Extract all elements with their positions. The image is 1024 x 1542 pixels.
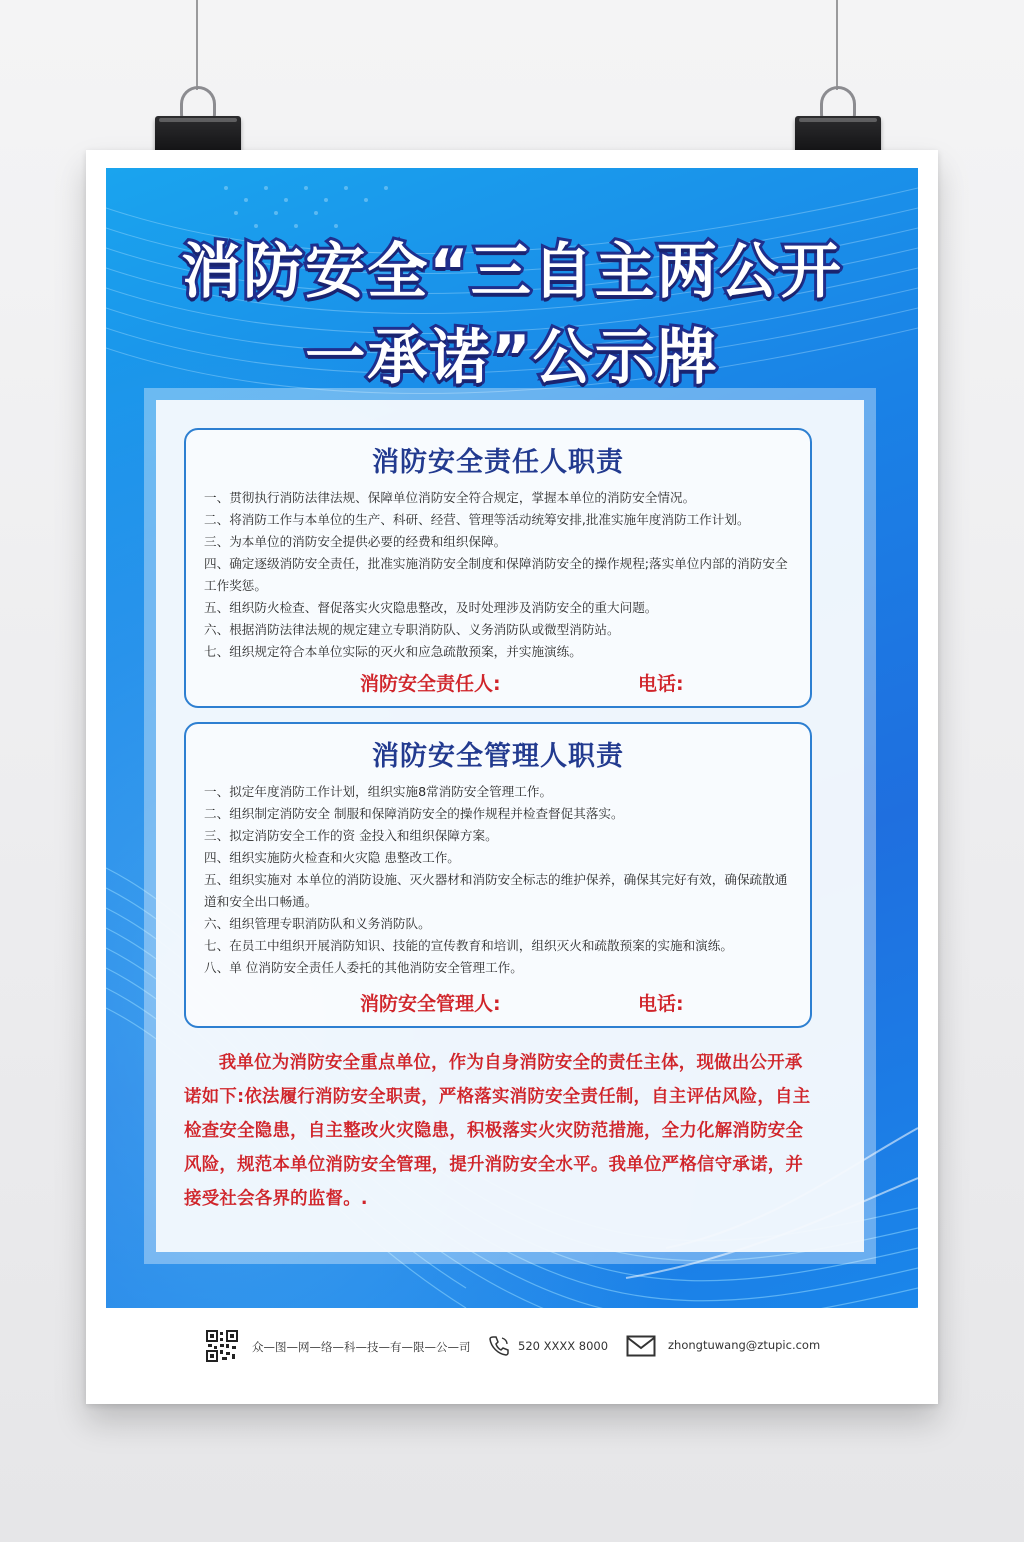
qr-code-icon: [206, 1330, 238, 1362]
list-item: 六、组织管理专职消防队和义务消防队。: [204, 916, 431, 931]
list-item: 二、组织制定消防安全 制服和保障消防安全的操作规程并检查督促其落实。: [204, 806, 624, 821]
list-item: 二、将消防工作与本单位的生产、科研、经营、管理等活动统筹安排,批准实施年度消防工作计划。: [204, 512, 750, 527]
company-name: 众—图—网—络—科—技—有—限—公—司: [252, 1340, 471, 1354]
list-item: 五、组织防火检查、督促落实火灾隐患整改，及时处理涉及消防安全的重大问题。: [204, 600, 658, 615]
responsibility-box-manager: [184, 722, 812, 1028]
person-label: 消防安全管理人:: [360, 993, 501, 1015]
poster-background: [106, 168, 918, 1308]
mail-icon: [626, 1335, 656, 1357]
phone-label: 电话:: [638, 993, 684, 1015]
content-panel: [156, 400, 864, 1252]
responsibility-box-person-in-charge: [184, 428, 812, 708]
person-label: 消防安全责任人:: [360, 673, 501, 695]
list-item: 八、单 位消防安全责任人委托的其他消防安全管理工作。: [204, 960, 523, 975]
list-item: 三、为本单位的消防安全提供必要的经费和组织保障。: [204, 534, 507, 549]
poster-title-line1: 消防安全“三自主两公开: [181, 237, 843, 307]
poster-footer: [106, 1308, 918, 1386]
duty-list: [204, 781, 792, 979]
hanging-string-left: [196, 0, 198, 90]
phone-number: 520 XXXX 8000: [518, 1339, 609, 1353]
phone-icon: [488, 1335, 510, 1357]
email-address: zhongtuwang@ztupic.com: [668, 1338, 821, 1352]
list-item: 四、组织实施防火检查和火灾隐 患整改工作。: [204, 850, 460, 865]
list-item: 六、根据消防法律法规的规定建立专职消防队、义务消防队或微型消防站。: [204, 622, 620, 637]
hanging-string-right: [836, 0, 838, 90]
poster-paper: [86, 150, 938, 1404]
list-item: 一、贯彻执行消防法律法规、保障单位消防安全符合规定，掌握本单位的消防安全情况。: [204, 490, 696, 505]
list-item: 三、拟定消防安全工作的资 金投入和组织保障方案。: [204, 828, 498, 843]
list-item: 七、在员工中组织开展消防知识、技能的宣传教育和培训，组织灭火和疏散预案的实施和演练。: [204, 938, 733, 953]
list-item: 七、组织规定符合本单位实际的灭火和应急疏散预案，并实施演练。: [204, 644, 582, 659]
list-item: 一、拟定年度消防工作计划，组织实施8常消防安全管理工作。: [204, 784, 553, 799]
section-heading: 消防安全责任人职责: [372, 447, 624, 478]
duty-list: [204, 487, 792, 663]
public-pledge-text: 我单位为消防安全重点单位，作为自身消防安全的责任主体，现做出公开承诺如下:依法履行消防安全职责，严格落实消防安全责任制，自主评估风险，自主检查安全隐患，自主整改火灾隐患，积极落实火灾防范措施，全力化解消防安全风险，规范本单位消防安全管理，提升消防安全水平。我单位严格信守承诺，并接受社会各界的监督。.: [184, 1053, 811, 1209]
list-item: 四、确定逐级消防安全责任，批准实施消防安全制度和保障消防安全的操作规程;落实单位内部的消防安全工作奖惩。: [204, 556, 788, 593]
poster-title-line2: 一承诺”公示牌: [305, 323, 719, 393]
section-heading: 消防安全管理人职责: [372, 741, 624, 772]
phone-label: 电话:: [638, 673, 684, 695]
list-item: 五、组织实施对 本单位的消防设施、灭火器材和消防安全标志的维护保养，确保其完好有效，确保疏散通道和安全出口畅通。: [204, 872, 788, 909]
